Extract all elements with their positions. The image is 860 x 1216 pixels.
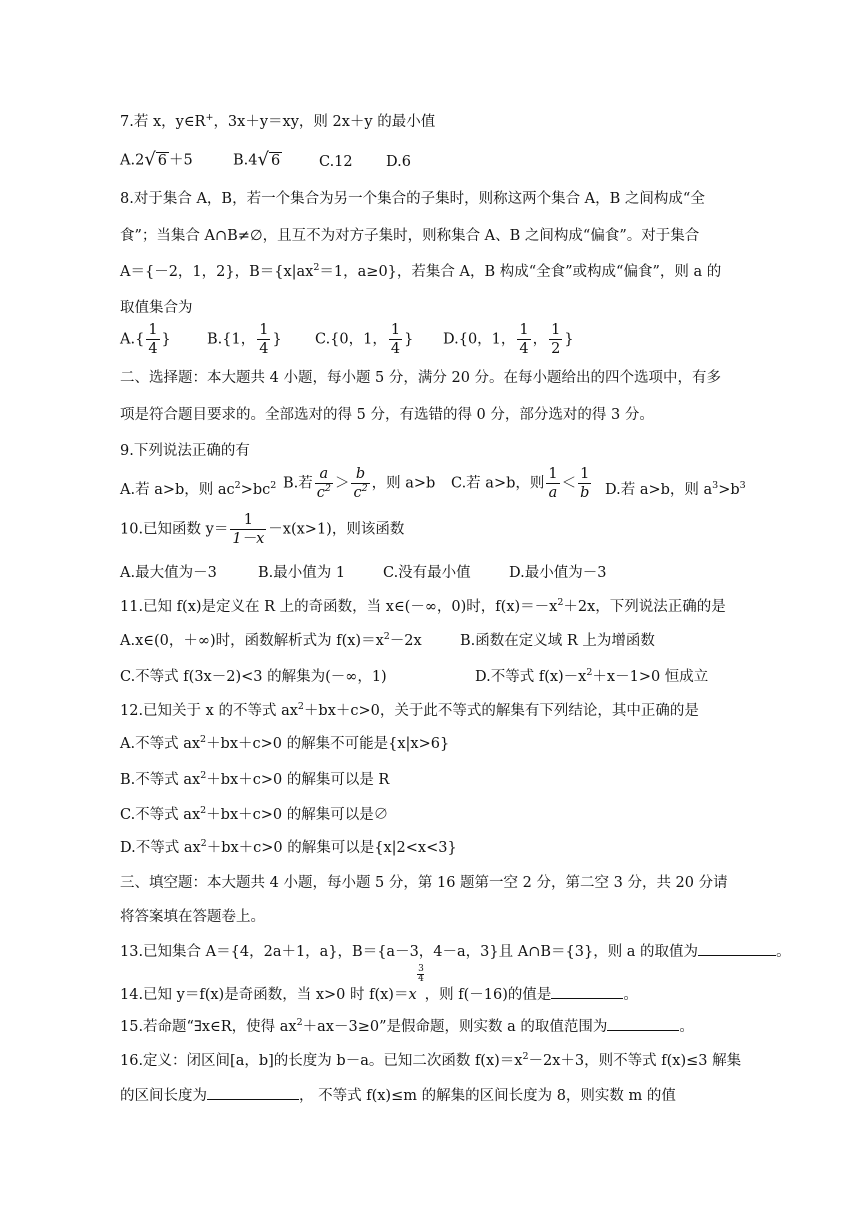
q16-line-1: 16.定义：闭区间[a，b]的长度为 b－a。已知二次函数 $f(x)=x^2-2x+3$，则不等式 f(x)≤3 解集 — [120, 1051, 742, 1069]
q8-line-3: A＝{－2，1，2}，$B=\{x|ax^2=1$，a≥0}，若集合 A，B 构成“全食”或构成“偏食”，则 a 的 — [120, 262, 722, 280]
q12-stem: 12.已知关于 x 的不等式 $ax^2+bx+c>0$，关于此不等式的解集有下列结论，其中正确的是 — [120, 701, 699, 719]
q8-line-4: 取值集合为 — [120, 300, 193, 316]
q10-option-b: B.最小值为 1 — [258, 565, 346, 581]
q8-option-b: B.{1， $\frac{1}{4}$ } — [207, 322, 282, 357]
q12-option-c: C.不等式 $ax^2+bx+c>0$ 的解集可以是∅ — [120, 805, 389, 823]
q7-option-a: A.2√ 6 ＋5 — [120, 149, 193, 170]
q11-option-b: B.函数在定义域 R 上为增函数 — [460, 633, 655, 649]
q11-option-c: C.不等式 f(3x－2)<3 的解集为(－∞，1) — [120, 669, 387, 685]
q15-answer-blank[interactable] — [607, 1016, 679, 1031]
section-2-heading-line-1: 二、选择题：本大题共 4 小题，每小题 5 分，满分 20 分。在每小题给出的四个选项中，有多 — [120, 370, 722, 386]
q12-option-b: B.不等式 $ax^2+bx+c>0$ 的解集可以是 R — [120, 770, 390, 788]
section-3-heading-line-1: 三、填空题：本大题共 4 小题，每小题 5 分，第 16 题第一空 2 分，第二空 3 分，共 20 分请 — [120, 875, 728, 891]
q8-option-a: A.{ $\frac{1}{4}$ } — [120, 322, 171, 357]
q8-option-c: C.{0，1， $\frac{1}{4}$ } — [315, 322, 414, 357]
section-2-heading-line-2: 项是符合题目要求的。全部选对的得 5 分，有选错的得 0 分，部分选对的得 3 分。 — [120, 407, 654, 423]
q8-option-d: D.{0，1， $\frac{1}{4}$ ， $\frac{1}{2}$ } — [443, 322, 574, 357]
q11-stem: 11.已知 f(x)是定义在 R 上的奇函数，当 x∈(－∞，0)时，$f(x)=-x^2+2x$，下列说法正确的是 — [120, 597, 726, 615]
q13: 13.已知集合 A＝{4，2a＋1，a}，B＝{a－3，4－a，3}且 A∩B＝{3}，则 a 的取值为 。 — [120, 941, 791, 962]
q9-option-b: B.若 $\frac{a}{c^2}$ ＞ $\frac{b}{c^2}$ ，则 a>b — [283, 466, 436, 501]
q12-option-d: D.不等式 $ax^2+bx+c>0$ 的解集可以是{x|2<x<3} — [120, 838, 457, 856]
q8-line-1: 8.对于集合 A，B，若一个集合为另一个集合的子集时，则称这两个集合 A，B 之间构成“全 — [120, 191, 705, 207]
q7-option-d: D.6 — [386, 154, 411, 170]
q9-stem: 9.下列说法正确的有 — [120, 443, 250, 459]
q10-option-a: A.最大值为－3 — [120, 565, 217, 581]
q9-option-d: D.若 a>b，则 $a^3>b^3$ — [605, 480, 746, 498]
section-3-heading-line-2: 将答案填在答题卷上。 — [120, 909, 265, 925]
q10-option-c: C.没有最小值 — [383, 565, 471, 581]
q13-answer-blank[interactable] — [698, 941, 776, 956]
q11-option-d: D.不等式 $f(x)-x^2+x-1>0$ 恒成立 — [475, 667, 709, 685]
q14: 14.已知 y＝f(x)是奇函数，当 x>0 时 f(x)＝x 3 4 ，则 f(－16)的值是 。 — [120, 964, 638, 1003]
q7-stem: 7.若 x，y∈R+，3x＋y＝xy，则 2x＋y 的最小值 — [120, 112, 436, 130]
q16-line-2: 的区间长度为 ， 不等式 f(x)≤m 的解集的区间长度为 8，则实数 m 的值 — [120, 1085, 676, 1106]
q14-answer-blank[interactable] — [551, 984, 623, 999]
q7-option-c: C.12 — [319, 154, 353, 170]
q8-line-2: 食”；当集合 A∩B≠∅，且互不为对方子集时，则称集合 A、B 之间构成“偏食”。对于集合 — [120, 228, 700, 244]
q9-option-a: A.若 a>b，则 $ac^2>bc^2$ — [120, 480, 277, 498]
q7-option-b: B.4√ 6 — [233, 149, 281, 170]
q15: 15.若命题“∃x∈R，使得 $ax^2+ax-3\ge 0$”是假命题，则实数 a 的取值范围为 。 — [120, 1017, 694, 1035]
q9-option-c: C.若 a>b，则 $\frac{1}{a}$ ＜ $\frac{1}{b}$ — [451, 466, 590, 501]
q11-option-a: A.x∈(0，＋∞)时，函数解析式为 $f(x)=x^2-2x$ — [120, 631, 422, 649]
q10-option-d: D.最小值为－3 — [509, 565, 607, 581]
q12-option-a: A.不等式 $ax^2+bx+c>0$ 的解集不可能是{x|x>6} — [120, 734, 450, 752]
q10-stem: 10.已知函数 y＝ $\frac{1}{1-x}$ －x(x>1)，则该函数 — [120, 512, 405, 547]
q16-answer-blank-1[interactable] — [207, 1085, 299, 1100]
